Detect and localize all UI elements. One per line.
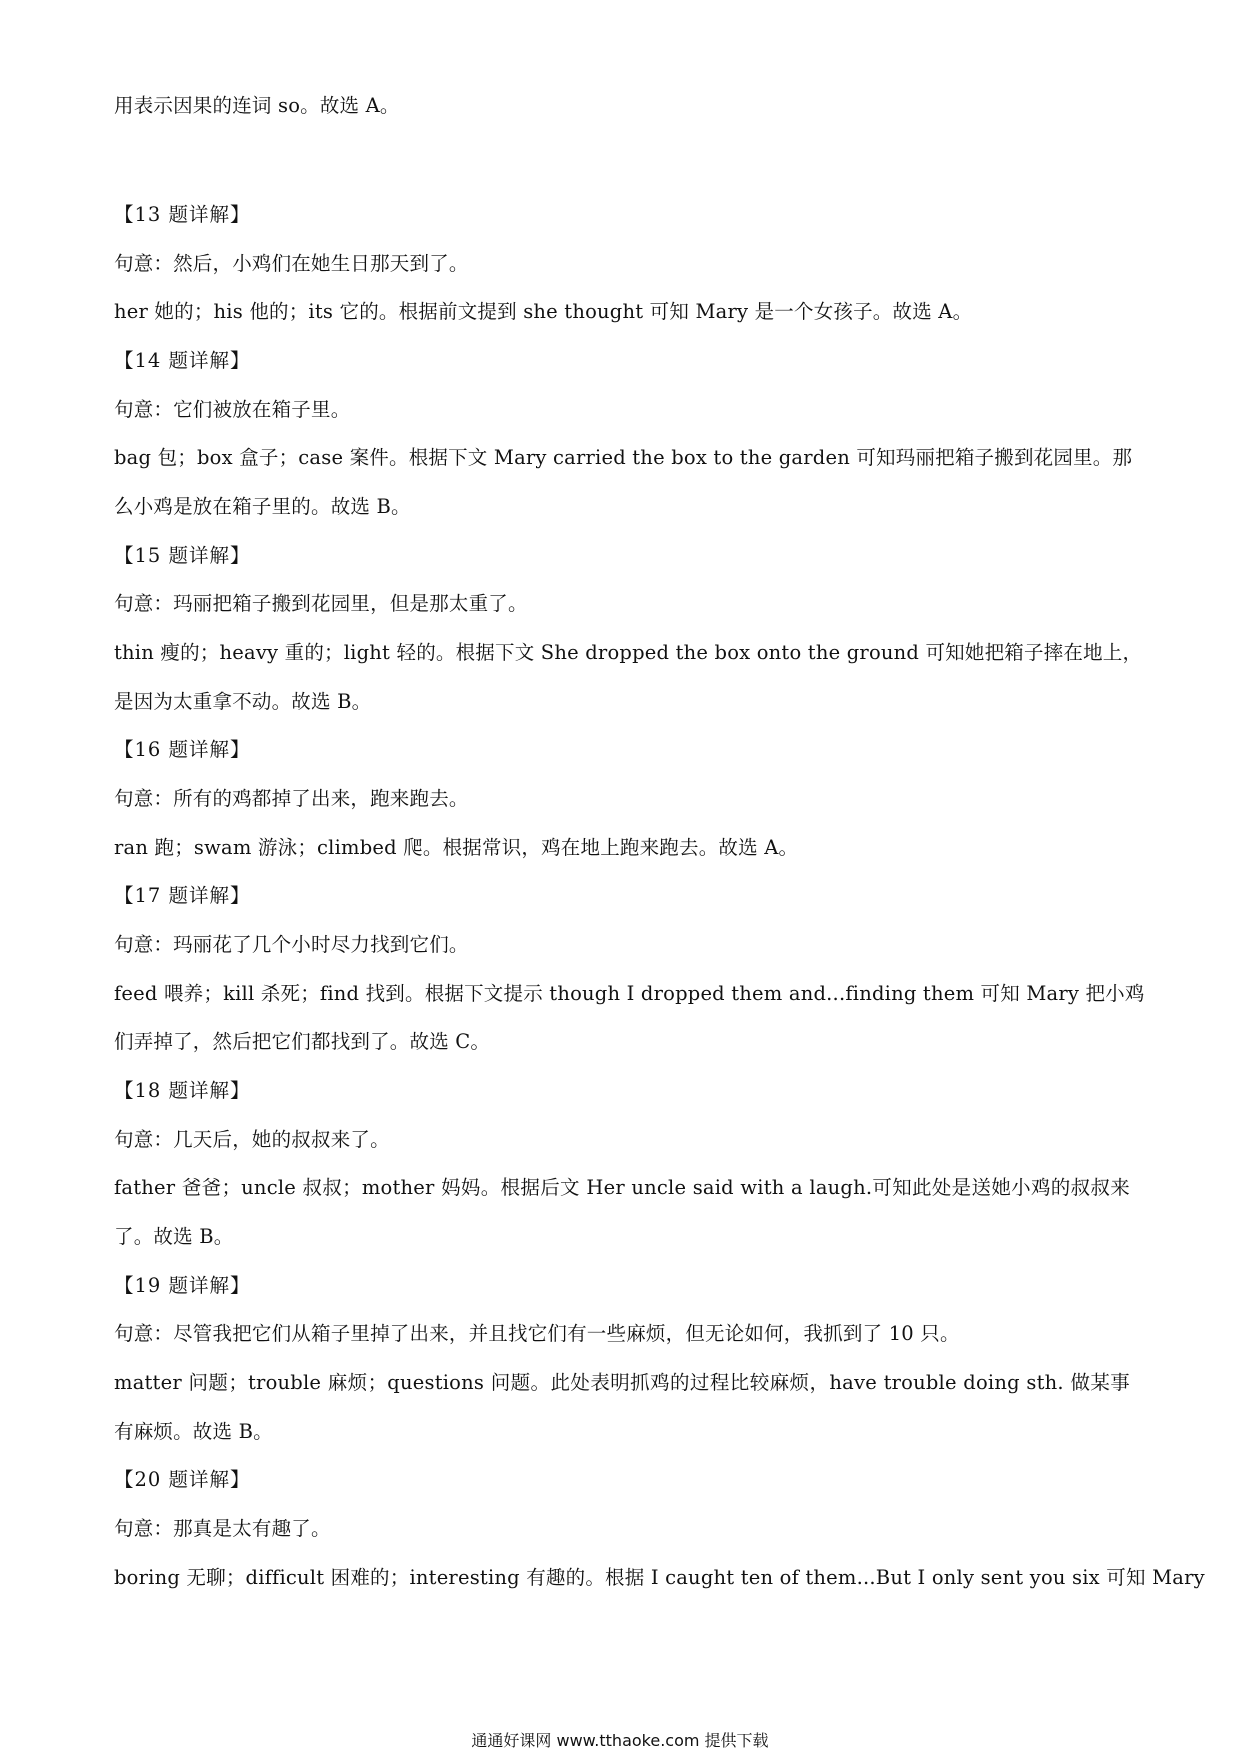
page-footer: 通通好课网 www.tthaoke.com 提供下载 — [471, 1731, 769, 1750]
sentence-meaning: 句意：玛丽把箱子搬到花园里，但是那太重了。 — [114, 592, 528, 615]
text-line: boring 无聊；difficult 困难的；interesting 有趣的。根据 I caught ten of them...But I only sent you six 可知 Mary — [114, 1566, 1205, 1589]
text-line: her 她的；his 他的；its 它的。根据前文提到 she thought 可知 Mary 是一个女孩子。故选 A。 — [114, 300, 973, 323]
section-header: 【13 题详解】 — [114, 203, 251, 226]
text-line: ran 跑；swam 游泳；climbed 爬。根据常识，鸡在地上跑来跑去。故选 A。 — [114, 836, 799, 859]
sentence-meaning: 句意：几天后，她的叔叔来了。 — [114, 1128, 390, 1151]
sentence-meaning: 句意：玛丽花了几个小时尽力找到它们。 — [114, 933, 469, 956]
text-line: 了。故选 B。 — [114, 1225, 234, 1248]
text-line: matter 问题；trouble 麻烦；questions 问题。此处表明抓鸡的过程比较麻烦，have trouble doing sth. 做某事 — [114, 1371, 1130, 1394]
text-line: 有麻烦。故选 B。 — [114, 1420, 273, 1443]
section-header: 【20 题详解】 — [114, 1468, 251, 1491]
sentence-meaning: 句意：它们被放在箱子里。 — [114, 398, 351, 421]
text-line: feed 喂养；kill 杀死；find 找到。根据下文提示 though I dropped them and...finding them 可知 Mary 把小鸡 — [114, 982, 1145, 1005]
sentence-meaning: 句意：所有的鸡都掉了出来，跑来跑去。 — [114, 787, 469, 810]
text-line: 么小鸡是放在箱子里的。故选 B。 — [114, 495, 411, 518]
section-header: 【18 题详解】 — [114, 1079, 251, 1102]
text-line: thin 瘦的；heavy 重的；light 轻的。根据下文 She dropped the box onto the ground 可知她把箱子摔在地上， — [114, 641, 1143, 664]
section-header: 【19 题详解】 — [114, 1274, 251, 1297]
text-line: 们弄掉了，然后把它们都找到了。故选 C。 — [114, 1030, 491, 1053]
text-line: 是因为太重拿不动。故选 B。 — [114, 690, 372, 713]
section-header: 【14 题详解】 — [114, 349, 251, 372]
text-line: 用表示因果的连词 so。故选 A。 — [114, 94, 400, 117]
section-header: 【17 题详解】 — [114, 884, 251, 907]
text-line: bag 包；box 盒子；case 案件。根据下文 Mary carried the box to the garden 可知玛丽把箱子搬到花园里。那 — [114, 446, 1133, 469]
sentence-meaning: 句意：那真是太有趣了。 — [114, 1517, 331, 1540]
text-line: father 爸爸；uncle 叔叔；mother 妈妈。根据后文 Her uncle said with a laugh.可知此处是送她小鸡的叔叔来 — [114, 1176, 1130, 1199]
sentence-meaning: 句意：尽管我把它们从箱子里掉了出来，并且找它们有一些麻烦，但无论如何，我抓到了 10 只。 — [114, 1322, 960, 1345]
sentence-meaning: 句意：然后，小鸡们在她生日那天到了。 — [114, 252, 469, 275]
section-header: 【15 题详解】 — [114, 544, 251, 567]
section-header: 【16 题详解】 — [114, 738, 251, 761]
